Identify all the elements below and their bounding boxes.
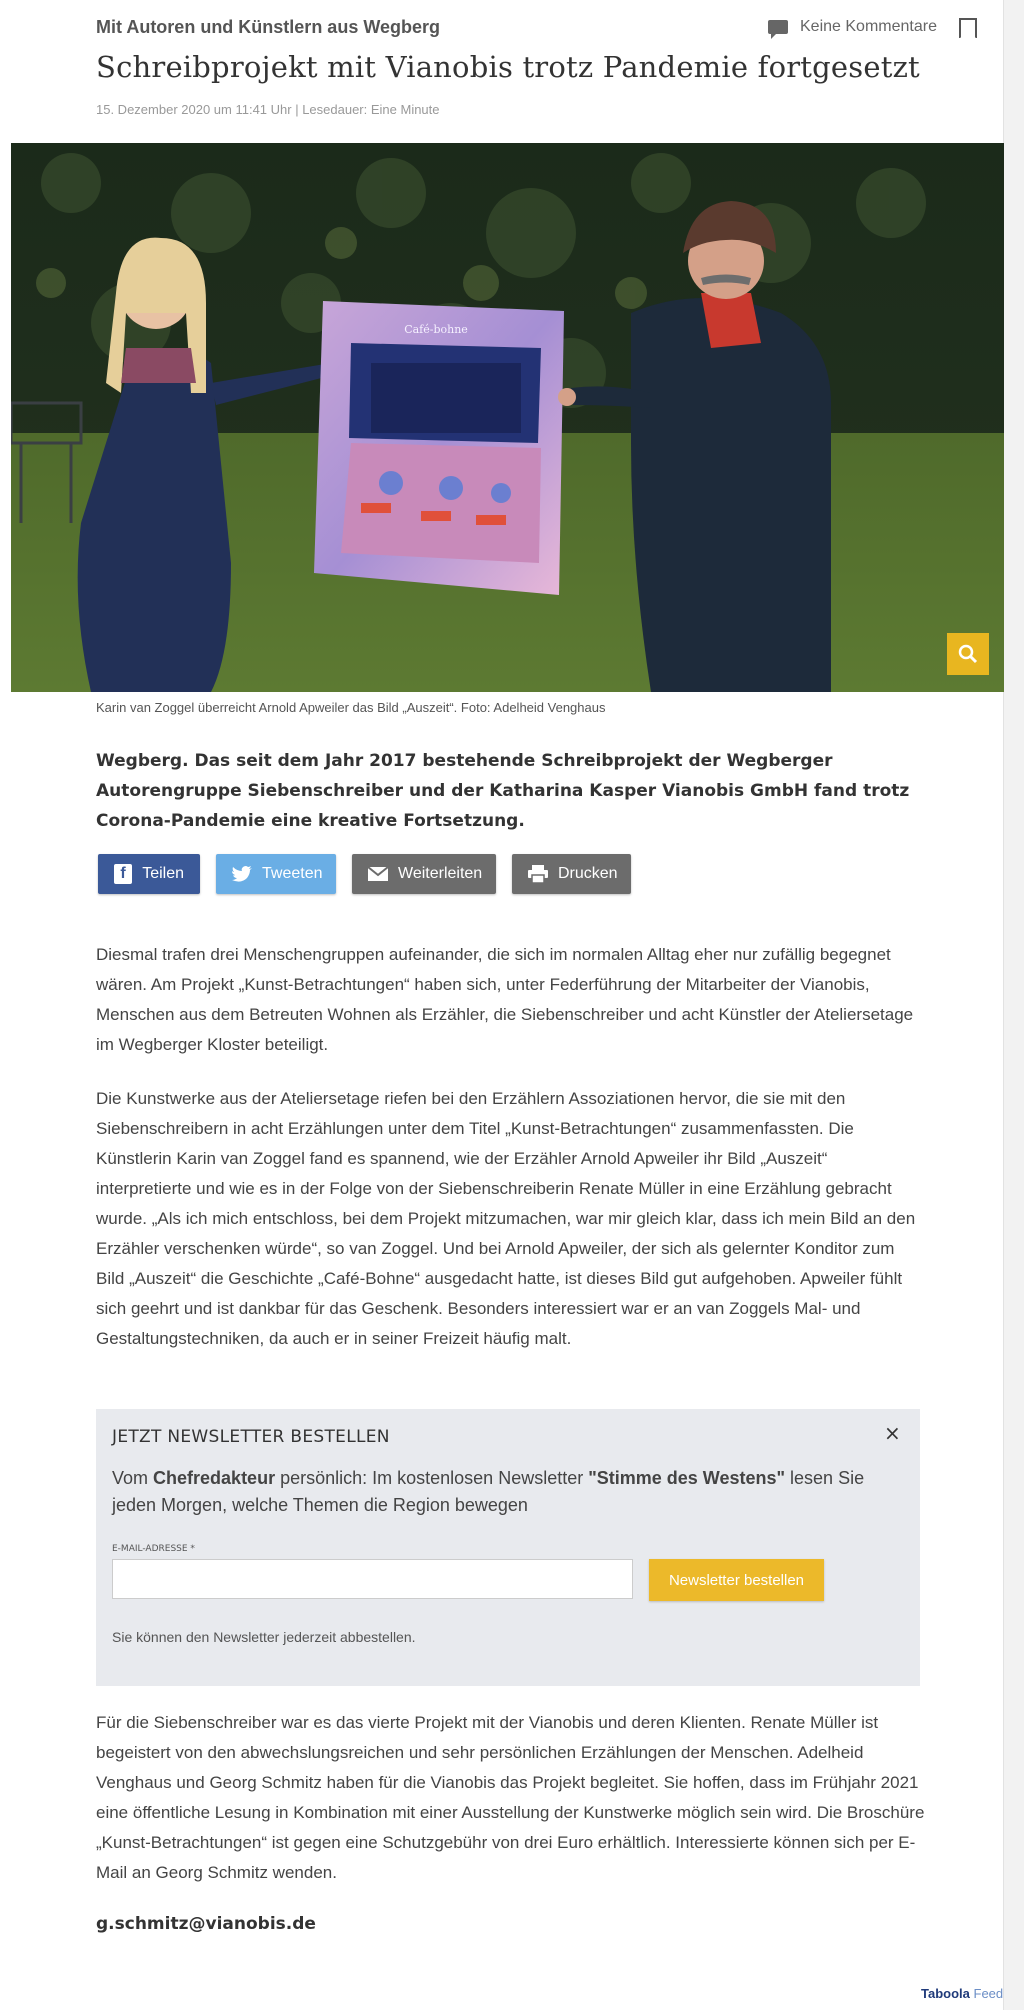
article-paragraph-3: Für die Siebenschreiber war es das vierte Projekt mit der Vianobis und deren Klienten. Renate Müller ist begeistert von den abwechslungsreichen und sehr persönlichen Erzählungen der Menschen. Adelheid Venghaus und Georg Schmitz haben für die Vianobis das Projekt begleitet. Sie hoffen, dass im Frühjahr 2021 eine öffentliche Lesung in Kombination mit einer Ausstellung der Kunstwerke möglich sein wird. Die Broschüre „Kunst-Betrachtungen“ ist gegen eine Schutzgebühr von drei Euro erhältlich. Interessierte können sich per E-Mail an Georg Schmitz wenden.: [96, 1713, 925, 1882]
article-meta: 15. Dezember 2020 um 11:41 Uhr | Lesedauer: Eine Minute: [96, 102, 440, 117]
newsletter-close-button[interactable]: ×: [884, 1421, 901, 1445]
taboola-feed-logo[interactable]: [921, 1986, 1003, 2001]
newsletter-box: [96, 1409, 920, 1686]
facebook-icon: f: [114, 864, 132, 884]
share-bar: [98, 854, 631, 894]
newsletter-note: Sie können den Newsletter jederzeit abbestellen.: [112, 1629, 416, 1645]
email-field-label: E-MAIL-ADRESSE *: [112, 1544, 195, 1554]
bookmark-icon[interactable]: [959, 18, 977, 38]
photo-illustration: [11, 143, 1004, 692]
photo-caption: Karin van Zoggel überreicht Arnold Apweiler das Bild „Auszeit“. Foto: Adelheid Venghaus: [96, 700, 606, 715]
article-paragraph-1: Diesmal trafen drei Menschengruppen aufeinander, die sich im normalen Alltag eher nur zufällig begegnet wären. Am Projekt „Kunst-Betrachtungen“ haben sich, unter Federführung der Mitarbeiter der Vianobis, Menschen aus dem Betreuten Wohnen als Erzähler, die Siebenschreiber und acht Künstler der Ateliersetage im Wegberger Kloster beteiligt.: [96, 945, 914, 1054]
printer-icon: [528, 864, 548, 884]
newsletter-text-pre: Vom: [112, 1468, 154, 1488]
zoom-button[interactable]: [947, 633, 989, 675]
newsletter-text-mid: persönlich: Im kostenlosen Newsletter: [275, 1468, 589, 1488]
email-field[interactable]: [112, 1559, 633, 1599]
article-photo[interactable]: [11, 143, 1004, 692]
article-lead: Wegberg. Das seit dem Jahr 2017 bestehende Schreibprojekt der Wegberger Autorengruppe Siebenschreiber und der Katharina Kasper Vianobis GmbH fand trotz Corona-Pandemie eine kreative Fortsetzung.: [96, 751, 910, 831]
comment-icon: [768, 20, 788, 34]
share-twitter-label: Tweeten: [262, 865, 323, 882]
twitter-icon: [232, 864, 252, 884]
painting-sign: Café-bohne: [404, 323, 468, 336]
share-print-label: Drucken: [558, 865, 618, 882]
contact-email-link[interactable]: g.schmitz@vianobis.de: [96, 1914, 316, 1934]
newsletter-description: [112, 1465, 902, 1519]
newsletter-text-post: lesen Sie jeden Morgen, welche Themen die Region bewegen: [112, 1468, 865, 1515]
share-twitter-button[interactable]: [216, 854, 336, 894]
newsletter-text-name: "Stimme des Westens": [588, 1468, 786, 1488]
article-title: Schreibprojekt mit Vianobis trotz Pandemie fortgesetzt: [96, 50, 920, 84]
share-facebook-button[interactable]: [98, 854, 200, 894]
mail-icon: [368, 864, 388, 884]
comments-label: Keine Kommentare: [800, 18, 937, 35]
page-scrollbar-track[interactable]: [1003, 0, 1024, 2010]
share-facebook-label: Teilen: [142, 865, 184, 882]
newsletter-text-author: Chefredakteur: [153, 1468, 276, 1488]
taboola-brand: Taboola: [921, 1986, 970, 2001]
share-print-button[interactable]: [512, 854, 631, 894]
article-kicker: Mit Autoren und Künstlern aus Wegberg: [96, 17, 441, 37]
newsletter-subscribe-button[interactable]: Newsletter bestellen: [649, 1559, 824, 1601]
comments-link[interactable]: [768, 18, 937, 36]
share-mail-label: Weiterleiten: [398, 865, 483, 882]
search-icon: [958, 644, 978, 664]
share-mail-button[interactable]: [352, 854, 496, 894]
taboola-feed-label: Feed: [973, 1986, 1004, 2001]
newsletter-title: JETZT NEWSLETTER BESTELLEN: [112, 1427, 390, 1447]
article-paragraph-2: Die Kunstwerke aus der Ateliersetage riefen bei den Erzählern Assoziationen hervor, die sie mit den Siebenschreibern in acht Erzählungen unter dem Titel „Kunst-Betrachtungen“ zusammenfassten. Die Künstlerin Karin van Zoggel fand es spannend, wie der Erzähler Arnold Apweiler ihr Bild „Auszeit“ interpretierte und wie es in der Folge von der Siebenschreiberin Renate Müller in eine Erzählung gebracht wurde. „Als ich mich entschloss, bei dem Projekt mitzumachen, war mir gleich klar, dass ich mein Bild an den Erzähler verschenken würde“, so van Zoggel. Und bei Arnold Apweiler, der sich als gelernter Konditor zum Bild „Auszeit“ die Geschichte „Café-Bohne“ ausgedacht hatte, ist dieses Bild gut aufgehoben. Apweiler fühlt sich geehrt und ist dankbar für das Geschenk. Besonders interessiert war er an van Zoggels Mal- und Gestaltungstechniken, da auch er in seiner Freizeit häufig malt.: [96, 1089, 916, 1348]
